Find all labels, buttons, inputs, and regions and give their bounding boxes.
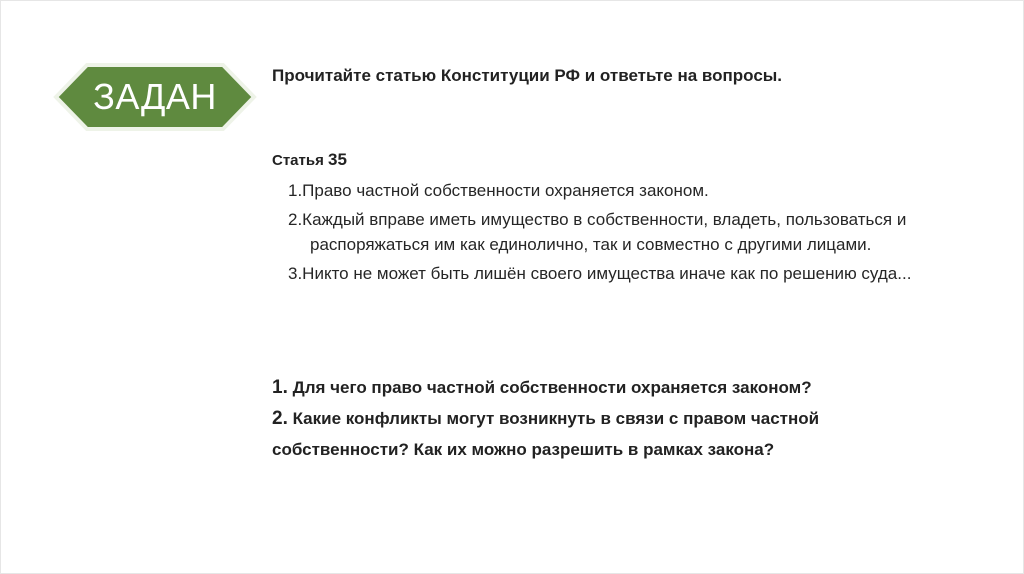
article-item: 1.Право частной собственности охраняется законом. — [288, 181, 709, 200]
article-title-prefix: Статья — [272, 152, 324, 169]
article-item: 3.Никто не может быть лишён своего имущества иначе как по решению суда... — [288, 264, 912, 283]
question-number: 1. — [272, 377, 288, 398]
question-item — [272, 372, 952, 403]
article-title-number: 35 — [328, 150, 347, 169]
badge-label: ЗАДАН — [93, 76, 217, 117]
task-badge — [53, 62, 257, 132]
questions-list — [272, 372, 952, 465]
article-item: 2.Каждый вправе иметь имущество в собственности, владеть, пользоваться и распоряжаться им как единолично, так и совместно с другими лицами. — [288, 210, 907, 254]
question-item — [272, 403, 952, 465]
question-text: Для чего право частной собственности охраняется законом? — [292, 378, 812, 397]
article-title — [272, 150, 347, 170]
article-items-list — [288, 178, 928, 290]
question-text: Какие конфликты могут возникнуть в связи с правом частной собственности? Как их можно разрешить в рамках закона? — [272, 409, 820, 459]
instruction-text: Прочитайте статью Конституции РФ и ответьте на вопросы. — [272, 66, 783, 85]
question-number: 2. — [272, 408, 288, 429]
